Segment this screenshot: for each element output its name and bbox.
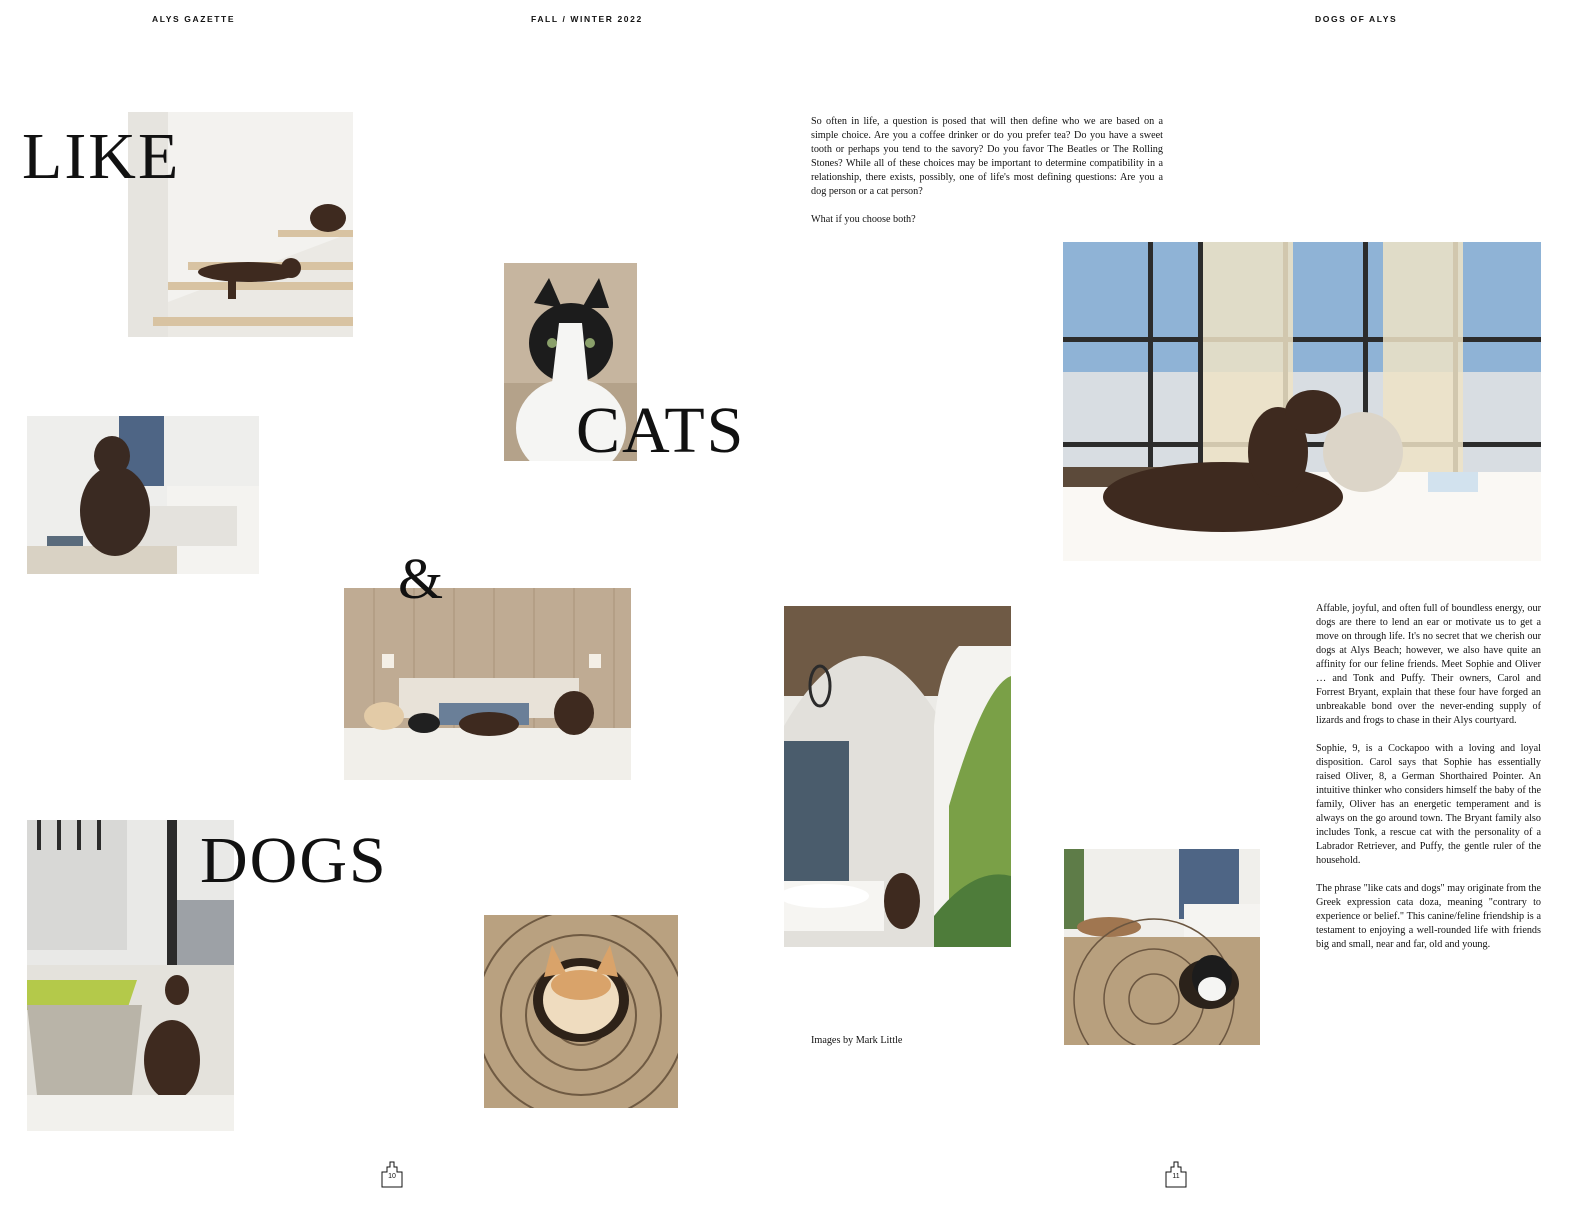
intro-text <box>811 115 1163 241</box>
article-paragraph-1: Affable, joyful, and often full of boundless energy, our dogs are there to lend an ear or motivate us to get a move on through life. It's no secret that we cherish our dogs at Alys Beach; however, we also have quite an affinity for our feline friends. Meet Sophie and Oliver … and Tonk and Puffy. Their owners, Carol and Forrest Bryant, explain that these four have forged an unbreakable bond over the never-ending supply of lizards and frogs to chase in their Alys courtyard. <box>1316 603 1541 726</box>
article-text <box>1316 602 1541 966</box>
photo-tuxedo-cat-stump <box>1064 849 1260 1045</box>
photo-courtyard-arch <box>784 606 1011 947</box>
article-paragraph-3: The phrase "like cats and dogs" may originate from the Greek expression cata doza, meaning "contrary to experience or belief." This canine/feline friendship is a testament to enjoying a well-rounded life with friends big and small, near and far, old and young. <box>1316 883 1541 950</box>
page-number-right-label: 11 <box>1172 1173 1180 1180</box>
photo-cockapoo-sofa <box>27 416 259 574</box>
intro-paragraph-2: What if you choose both? <box>811 214 916 225</box>
page-number-left <box>380 1160 404 1188</box>
page-number-right <box>1164 1160 1188 1188</box>
page-number-left-label: 10 <box>388 1173 396 1180</box>
photo-credit: Images by Mark Little <box>811 1035 903 1046</box>
header-issue-season: FALL / WINTER 2022 <box>531 14 643 24</box>
photo-pets-on-bed <box>344 588 631 780</box>
headline-dogs: DOGS <box>200 824 388 897</box>
headline-ampersand: & <box>398 546 444 611</box>
header-section-title: DOGS OF ALYS <box>1315 14 1398 24</box>
photo-ginger-cat-stump <box>484 915 678 1108</box>
article-paragraph-2: Sophie, 9, is a Cockapoo with a loving and loyal disposition. Carol says that Sophie has essentially raised Oliver, 8, a German Shorthaired Pointer. An intuitive thinker who considers himself the baby of the family, Oliver has an energetic temperament and is always on the go around town. The Bryant family also includes Tonk, a rescue cat with the personality of a Labrador Retriever, and Puffy, the gentle ruler of the household. <box>1316 743 1541 866</box>
headline-cats: CATS <box>576 394 746 467</box>
header-gazette-title: ALYS GAZETTE <box>152 14 236 24</box>
intro-paragraph-1: So often in life, a question is posed that will then define who we are based on a simple choice. Are you a coffee drinker or do you prefer tea? Do you have a sweet tooth or perhaps you tend to the savory? Do you favor The Beatles or The Rolling Stones? While all of these choices may be important to determine compatibility in a relationship, there exists, possibly, one of life's most defining questions: Are you a dog person or a cat person? <box>811 116 1163 197</box>
headline-like: LIKE <box>22 120 181 193</box>
photo-pointer-at-window <box>1063 242 1541 561</box>
